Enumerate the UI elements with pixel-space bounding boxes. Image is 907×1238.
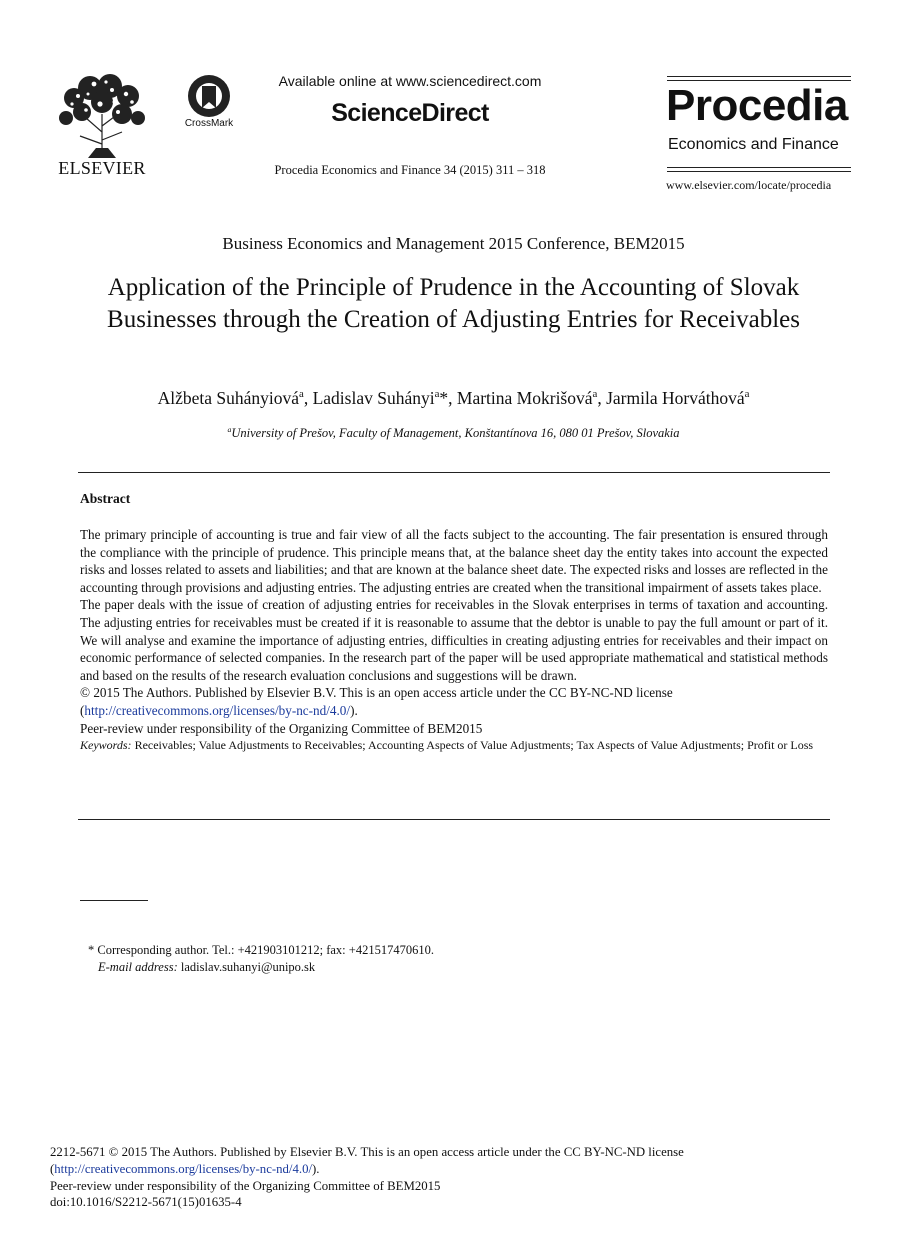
conference-name: Business Economics and Management 2015 Conference, BEM2015: [222, 234, 685, 253]
author-affiliation-sup: a: [299, 388, 304, 401]
author-name: Martina Mokrišová: [456, 388, 593, 408]
peer-review-line: Peer-review under responsibility of the Organizing Committee of BEM2015: [80, 720, 483, 736]
doi-line[interactable]: doi:10.1016/S2212-5671(15)01635-4: [50, 1195, 242, 1210]
sciencedirect-logo[interactable]: ScienceDirect: [331, 99, 489, 127]
abstract-top-rule: [78, 472, 830, 473]
procedia-rule-bottom-2: [667, 171, 851, 172]
abstract-paragraph-1: The primary principle of accounting is true and fair view of all the facts subject to the accounting. The fair presentation is ensured through the compliance with the principle of prudence. This principle means that, at the balance sheet day the entity takes into account the expected risks and losses related to assets and liabilities; and that are known at the balance sheet date. The expected risks and losses are reflected in the accounting through provisions and adjusting entries. The adjusting entries are created when the transitional impairment of assets takes place.: [80, 527, 828, 595]
issn-copyright-block: [50, 1144, 850, 1211]
affiliation: [0, 426, 907, 441]
copyright-line: © 2015 The Authors. Published by Elsevier B.V. This is an open access article under the CC BY-NC-ND license: [80, 685, 673, 701]
author-name: Alžbeta Suhányiová: [157, 388, 299, 408]
footnote: [88, 942, 434, 976]
corresponding-author-mark: *: [439, 388, 449, 408]
bottom-license-line: [50, 1161, 850, 1178]
available-online-text: Available online at www.sciencedirect.com: [278, 73, 542, 89]
author-affiliation-sup: a: [744, 388, 750, 401]
corresponding-author-note: * Corresponding author. Tel.: +421903101212; fax: +421517470610.: [88, 943, 434, 957]
issn-copyright-line: 2212-5671 © 2015 The Authors. Published by Elsevier B.V. This is an open access article under the CC BY-NC-ND license: [50, 1145, 684, 1159]
journal-reference: Procedia Economics and Finance 34 (2015) 311 – 318: [274, 163, 546, 177]
bottom-license-link[interactable]: http://creativecommons.org/licenses/by-nc-nd/4.0/: [54, 1161, 313, 1176]
author-list: [0, 388, 907, 409]
author-affiliation-sup: a: [434, 388, 440, 401]
journal-url-link[interactable]: www.elsevier.com/locate/procedia: [666, 178, 832, 192]
email-address[interactable]: ladislav.suhanyi@unipo.sk: [180, 960, 316, 974]
affiliation-sup: a: [227, 424, 232, 434]
abstract-bottom-rule: [78, 819, 830, 820]
author-name: Ladislav Suhányi: [312, 388, 435, 408]
license-open: (: [80, 702, 85, 718]
paper-title: Application of the Principle of Prudence in the Accounting of Slovak Businesses through the Creation of Adjusting Entries for Receivables: [107, 274, 800, 333]
author-affiliation-sup: a: [592, 388, 598, 401]
keywords-text: Receivables; Value Adjustments to Receivables; Accounting Aspects of Value Adjustments; Tax Aspects of Value Adjustments; Profit or Loss: [134, 738, 814, 753]
abstract-body: [80, 526, 828, 753]
footnote-rule: [80, 900, 148, 901]
procedia-rule-top: [667, 76, 851, 77]
crossmark-label: CrossMark: [184, 118, 234, 129]
author-separator: ,: [303, 388, 313, 408]
author-name: Jarmila Horváthová: [606, 388, 745, 408]
abstract-paragraph-2: The paper deals with the issue of creation of adjusting entries for receivables in the Slovak enterprises in terms of taxation and accounting. The adjusting entries for receivables must be created if it is reasonable to assume that the debtor is unable to pay the full amount or part of it. We will analyse and examine the importance of adjusting entries, difficulties in creating adjusting entries for receivables and their impact on economic performance of selected companies. In the research part of the paper will be used appropriate mathematical and statistical methods and based on the results of the research evaluation conclusions and suggestions will be drawn.: [80, 597, 828, 683]
abstract-heading: Abstract: [80, 491, 131, 506]
keywords: [80, 737, 828, 753]
keywords-label: Keywords:: [80, 738, 132, 753]
author-separator: ,: [448, 388, 457, 408]
bottom-peer-review-line: Peer-review under responsibility of the Organizing Committee of BEM2015: [50, 1178, 441, 1193]
license-line: [80, 702, 828, 720]
author-separator: ,: [597, 388, 607, 408]
email-label: E-mail address:: [98, 960, 178, 974]
email-line: [88, 959, 434, 976]
publisher-name: ELSEVIER: [58, 158, 146, 178]
license-link[interactable]: http://creativecommons.org/licenses/by-nc-nd/4.0/: [84, 702, 351, 718]
affiliation-text: University of Prešov, Faculty of Management, Konštantínova 16, 080 01 Prešov, Slovakia: [231, 426, 680, 440]
journal-logo-name: Procedia: [666, 81, 848, 130]
license-close: ).: [350, 702, 358, 718]
procedia-rule-bottom: [667, 167, 851, 168]
bottom-license-open: (: [50, 1161, 55, 1176]
bottom-license-close: ).: [312, 1161, 320, 1176]
journal-logo-subtitle: Economics and Finance: [668, 136, 839, 153]
